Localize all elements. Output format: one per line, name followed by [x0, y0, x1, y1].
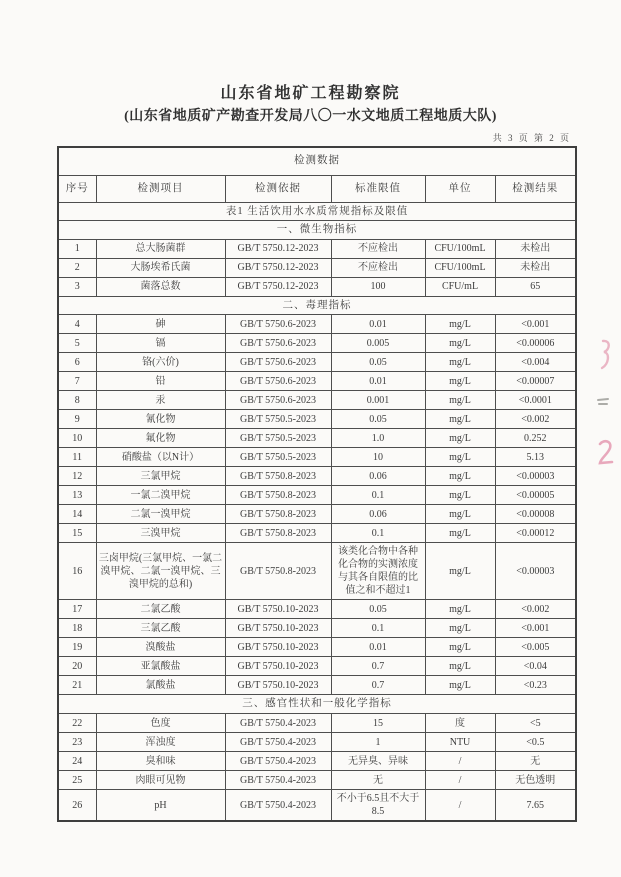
cell-item: 硝酸盐（以N计）	[96, 448, 225, 467]
cell-result: 未检出	[495, 258, 576, 277]
cell-unit: mg/L	[425, 334, 495, 353]
column-header-serial: 序号	[58, 175, 96, 202]
cell-result: <0.00003	[495, 467, 576, 486]
cell-unit: mg/L	[425, 638, 495, 657]
cell-unit: NTU	[425, 733, 495, 752]
cell-item: 二氯乙酸	[96, 600, 225, 619]
cell-serial: 8	[58, 391, 96, 410]
cell-result: <0.00003	[495, 543, 576, 600]
page-number-indicator: 共 3 页 第 2 页	[492, 133, 571, 143]
cell-method: GB/T 5750.10-2023	[225, 638, 331, 657]
cell-result: <0.005	[495, 638, 576, 657]
cell-serial: 26	[58, 790, 96, 822]
cell-item: 浑浊度	[96, 733, 225, 752]
results-table-body	[58, 202, 576, 821]
cell-result: 65	[495, 277, 576, 296]
table-row	[58, 410, 576, 429]
cell-result: 无色透明	[495, 771, 576, 790]
cell-limit: 0.7	[331, 657, 425, 676]
table-row	[58, 771, 576, 790]
cell-item: 二氯一溴甲烷	[96, 505, 225, 524]
cell-limit: 0.1	[331, 486, 425, 505]
cell-method: GB/T 5750.8-2023	[225, 467, 331, 486]
cell-limit: 无	[331, 771, 425, 790]
cell-serial: 13	[58, 486, 96, 505]
table-row	[58, 334, 576, 353]
cell-method: GB/T 5750.6-2023	[225, 334, 331, 353]
cell-result: <0.5	[495, 733, 576, 752]
cell-method: GB/T 5750.8-2023	[225, 486, 331, 505]
table-row	[58, 524, 576, 543]
section-row	[58, 202, 576, 221]
cell-limit: 10	[331, 448, 425, 467]
cell-limit: 0.001	[331, 391, 425, 410]
cell-unit: CFU/mL	[425, 277, 495, 296]
table-row	[58, 543, 576, 600]
cell-limit: 0.05	[331, 410, 425, 429]
cell-serial: 9	[58, 410, 96, 429]
cell-unit: /	[425, 771, 495, 790]
table-row	[58, 467, 576, 486]
cell-limit: 100	[331, 277, 425, 296]
cell-result: <0.00007	[495, 372, 576, 391]
cell-result: <0.001	[495, 619, 576, 638]
cell-serial: 17	[58, 600, 96, 619]
table-row	[58, 657, 576, 676]
cell-limit: 0.005	[331, 334, 425, 353]
cell-item: pH	[96, 790, 225, 822]
cell-result: 0.252	[495, 429, 576, 448]
cell-serial: 15	[58, 524, 96, 543]
table-row	[58, 714, 576, 733]
cell-item: 三氯甲烷	[96, 467, 225, 486]
cell-result: <0.00005	[495, 486, 576, 505]
cell-serial: 18	[58, 619, 96, 638]
cell-serial: 2	[58, 258, 96, 277]
cell-result: 5.13	[495, 448, 576, 467]
table-title: 检测数据	[58, 147, 576, 175]
cell-unit: CFU/100mL	[425, 258, 495, 277]
table-row	[58, 239, 576, 258]
table-header-row	[58, 175, 576, 202]
cell-result: <0.00006	[495, 334, 576, 353]
cell-limit: 无异臭、异味	[331, 752, 425, 771]
cell-result: <0.004	[495, 353, 576, 372]
test-results-table	[57, 146, 577, 822]
cell-unit: 度	[425, 714, 495, 733]
cell-result: 7.65	[495, 790, 576, 822]
column-header-method: 检测依据	[225, 175, 331, 202]
cell-serial: 12	[58, 467, 96, 486]
cell-method: GB/T 5750.12-2023	[225, 239, 331, 258]
cell-item: 大肠埃希氏菌	[96, 258, 225, 277]
cell-method: GB/T 5750.8-2023	[225, 505, 331, 524]
cell-limit: 1	[331, 733, 425, 752]
cell-result: 无	[495, 752, 576, 771]
gray-mark-fragment	[596, 396, 612, 408]
cell-limit: 0.1	[331, 619, 425, 638]
cell-unit: CFU/100mL	[425, 239, 495, 258]
cell-result: <0.00012	[495, 524, 576, 543]
cell-item: 氯酸盐	[96, 676, 225, 695]
table-row	[58, 619, 576, 638]
cell-method: GB/T 5750.10-2023	[225, 657, 331, 676]
cell-method: GB/T 5750.12-2023	[225, 277, 331, 296]
cell-method: GB/T 5750.12-2023	[225, 258, 331, 277]
cell-limit: 0.7	[331, 676, 425, 695]
cell-serial: 19	[58, 638, 96, 657]
cell-result: <0.001	[495, 315, 576, 334]
cell-item: 砷	[96, 315, 225, 334]
cell-unit: mg/L	[425, 524, 495, 543]
table-row	[58, 638, 576, 657]
cell-item: 铅	[96, 372, 225, 391]
cell-limit: 0.01	[331, 372, 425, 391]
cell-limit: 不应检出	[331, 258, 425, 277]
cell-unit: mg/L	[425, 657, 495, 676]
cell-limit: 0.1	[331, 524, 425, 543]
table-row	[58, 258, 576, 277]
cell-method: GB/T 5750.6-2023	[225, 353, 331, 372]
cell-result: <0.002	[495, 410, 576, 429]
cell-serial: 4	[58, 315, 96, 334]
cell-item: 总大肠菌群	[96, 239, 225, 258]
cell-serial: 23	[58, 733, 96, 752]
cell-unit: mg/L	[425, 315, 495, 334]
cell-unit: mg/L	[425, 448, 495, 467]
table-row	[58, 277, 576, 296]
cell-unit: mg/L	[425, 467, 495, 486]
section-row	[58, 695, 576, 714]
cell-limit: 0.05	[331, 600, 425, 619]
cell-serial: 20	[58, 657, 96, 676]
cell-item: 溴酸盐	[96, 638, 225, 657]
cell-unit: mg/L	[425, 486, 495, 505]
cell-result: <0.0001	[495, 391, 576, 410]
cell-method: GB/T 5750.5-2023	[225, 448, 331, 467]
cell-unit: mg/L	[425, 600, 495, 619]
cell-method: GB/T 5750.4-2023	[225, 790, 331, 822]
cell-item: 铬(六价)	[96, 353, 225, 372]
cell-serial: 5	[58, 334, 96, 353]
cell-serial: 25	[58, 771, 96, 790]
cell-method: GB/T 5750.4-2023	[225, 714, 331, 733]
cell-item: 氟化物	[96, 429, 225, 448]
cell-item: 镉	[96, 334, 225, 353]
cell-unit: mg/L	[425, 410, 495, 429]
cell-unit: mg/L	[425, 429, 495, 448]
cell-item: 色度	[96, 714, 225, 733]
cell-limit: 0.01	[331, 315, 425, 334]
section-label: 三、感官性状和一般化学指标	[58, 695, 576, 714]
cell-method: GB/T 5750.10-2023	[225, 619, 331, 638]
cell-method: GB/T 5750.6-2023	[225, 315, 331, 334]
table-row	[58, 505, 576, 524]
document-subtitle: (山东省地质矿产勘查开发局八〇一水文地质工程地质大队)	[124, 109, 497, 124]
cell-item: 亚氯酸盐	[96, 657, 225, 676]
section-row	[58, 296, 576, 315]
table-row	[58, 372, 576, 391]
cell-limit: 0.06	[331, 467, 425, 486]
cell-method: GB/T 5750.8-2023	[225, 524, 331, 543]
cell-limit: 该类化合物中各种化合物的实测浓度与其各自限值的比值之和不超过1	[331, 543, 425, 600]
table-row	[58, 733, 576, 752]
cell-item: 一氯二溴甲烷	[96, 486, 225, 505]
document-title: 山东省地矿工程勘察院	[220, 85, 401, 102]
red-stamp-fragment-top	[595, 338, 621, 372]
table-row	[58, 486, 576, 505]
table-row	[58, 448, 576, 467]
cell-serial: 22	[58, 714, 96, 733]
cell-serial: 21	[58, 676, 96, 695]
column-header-unit: 单位	[425, 175, 495, 202]
column-header-limit: 标准限值	[331, 175, 425, 202]
red-stamp-fragment-bottom	[594, 438, 621, 470]
cell-limit: 15	[331, 714, 425, 733]
cell-unit: mg/L	[425, 543, 495, 600]
cell-method: GB/T 5750.5-2023	[225, 410, 331, 429]
cell-result: 未检出	[495, 239, 576, 258]
table-row	[58, 353, 576, 372]
table-row	[58, 315, 576, 334]
cell-unit: /	[425, 752, 495, 771]
cell-unit: mg/L	[425, 505, 495, 524]
cell-limit: 0.06	[331, 505, 425, 524]
cell-result: <0.23	[495, 676, 576, 695]
column-header-item: 检测项目	[96, 175, 225, 202]
table-row	[58, 600, 576, 619]
cell-method: GB/T 5750.10-2023	[225, 676, 331, 695]
cell-unit: mg/L	[425, 391, 495, 410]
cell-method: GB/T 5750.10-2023	[225, 600, 331, 619]
section-label: 二、毒理指标	[58, 296, 576, 315]
cell-result: <0.04	[495, 657, 576, 676]
table-row	[58, 429, 576, 448]
cell-limit: 0.01	[331, 638, 425, 657]
cell-method: GB/T 5750.4-2023	[225, 752, 331, 771]
cell-item: 氰化物	[96, 410, 225, 429]
cell-method: GB/T 5750.6-2023	[225, 391, 331, 410]
cell-serial: 10	[58, 429, 96, 448]
cell-limit: 不小于6.5且不大于8.5	[331, 790, 425, 822]
cell-limit: 1.0	[331, 429, 425, 448]
cell-method: GB/T 5750.8-2023	[225, 543, 331, 600]
table-row	[58, 790, 576, 822]
cell-item: 三溴甲烷	[96, 524, 225, 543]
section-label: 一、微生物指标	[58, 221, 576, 240]
table-row	[58, 391, 576, 410]
cell-item: 菌落总数	[96, 277, 225, 296]
cell-unit: /	[425, 790, 495, 822]
cell-item: 汞	[96, 391, 225, 410]
cell-serial: 14	[58, 505, 96, 524]
cell-item: 肉眼可见物	[96, 771, 225, 790]
cell-unit: mg/L	[425, 619, 495, 638]
cell-item: 臭和味	[96, 752, 225, 771]
cell-result: <0.00008	[495, 505, 576, 524]
cell-item: 三氯乙酸	[96, 619, 225, 638]
cell-serial: 11	[58, 448, 96, 467]
column-header-result: 检测结果	[495, 175, 576, 202]
cell-serial: 1	[58, 239, 96, 258]
cell-serial: 7	[58, 372, 96, 391]
cell-serial: 6	[58, 353, 96, 372]
cell-unit: mg/L	[425, 676, 495, 695]
cell-unit: mg/L	[425, 372, 495, 391]
cell-serial: 3	[58, 277, 96, 296]
cell-method: GB/T 5750.6-2023	[225, 372, 331, 391]
cell-limit: 不应检出	[331, 239, 425, 258]
cell-serial: 16	[58, 543, 96, 600]
table-title-row	[58, 147, 576, 175]
table-row	[58, 752, 576, 771]
cell-serial: 24	[58, 752, 96, 771]
cell-method: GB/T 5750.5-2023	[225, 429, 331, 448]
cell-result: <5	[495, 714, 576, 733]
section-label: 表1 生活饮用水水质常规指标及限值	[58, 202, 576, 221]
cell-method: GB/T 5750.4-2023	[225, 733, 331, 752]
cell-result: <0.002	[495, 600, 576, 619]
cell-item: 三卤甲烷(三氯甲烷、一氯二溴甲烷、二氯一溴甲烷、三溴甲烷的总和)	[96, 543, 225, 600]
cell-method: GB/T 5750.4-2023	[225, 771, 331, 790]
cell-limit: 0.05	[331, 353, 425, 372]
cell-unit: mg/L	[425, 353, 495, 372]
table-row	[58, 676, 576, 695]
section-row	[58, 221, 576, 240]
